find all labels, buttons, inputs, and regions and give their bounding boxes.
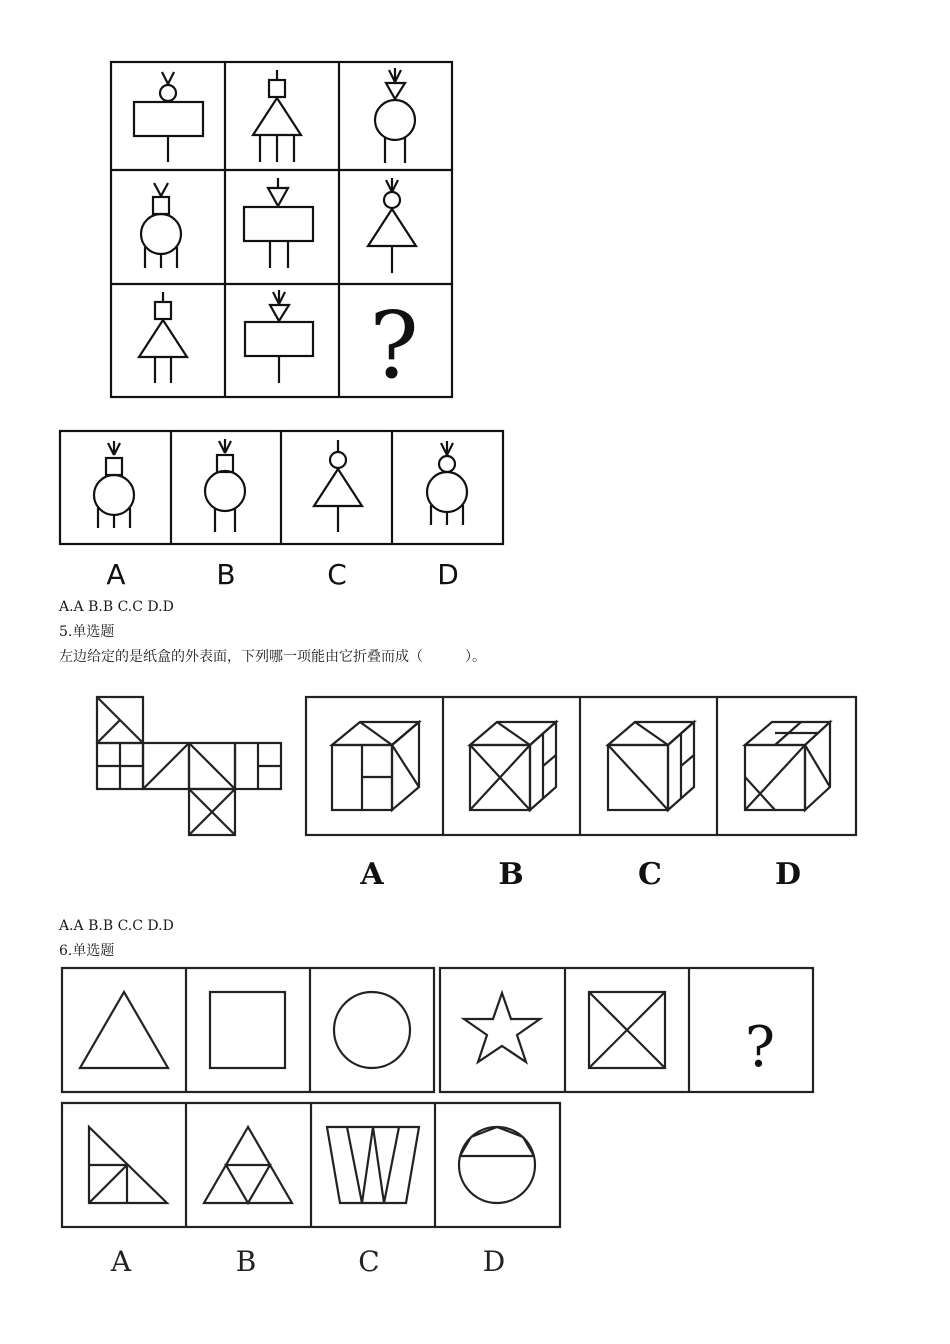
q4-cell-1-1 <box>134 72 203 162</box>
q5-option-c-cube <box>608 722 694 810</box>
q4-option-label-c: C <box>327 558 347 591</box>
q6-option-d-figure <box>459 1127 535 1203</box>
q6-option-label-c: C <box>358 1245 380 1278</box>
q6-crossed-square <box>589 992 665 1068</box>
q6-option-c-figure <box>327 1127 419 1203</box>
q6-star <box>464 993 540 1062</box>
q5-cube-net <box>97 697 281 835</box>
q5-option-label-a: A <box>360 857 384 892</box>
q4-cell-3-2 <box>245 290 313 383</box>
q4-cell-2-1 <box>141 183 181 268</box>
q5-option-label-b: B <box>498 857 524 892</box>
q4-cell-1-2 <box>253 70 301 162</box>
q6-option-a-figure <box>89 1127 167 1203</box>
q5-option-b-cube <box>470 722 556 810</box>
q4-option-d-figure <box>427 441 467 525</box>
q6-circle <box>334 992 410 1068</box>
q4-options <box>0 420 950 595</box>
q4-option-label-a: A <box>106 558 126 591</box>
q6-triangle <box>80 992 168 1068</box>
q5-header: 5.单选题 <box>59 624 115 640</box>
q6-question-mark: ? <box>744 1015 776 1080</box>
q4-cell-2-2 <box>244 178 313 268</box>
q6-option-label-b: B <box>235 1245 257 1278</box>
q4-option-label-d: D <box>437 558 459 591</box>
q5-option-label-d: D <box>774 857 802 892</box>
q4-answer-choices: A.A B.B C.C D.D <box>59 599 174 615</box>
q4-cell-2-3 <box>368 178 416 273</box>
q6-option-label-a: A <box>110 1245 132 1278</box>
q6-option-b-figure <box>204 1127 292 1203</box>
q4-option-label-b: B <box>216 558 236 591</box>
q6-figure <box>0 960 950 1290</box>
q4-option-c-figure <box>314 440 362 532</box>
q5-answer-choices: A.A B.B C.C D.D <box>59 918 174 934</box>
q5-option-a-cube <box>332 722 419 810</box>
q5-option-label-c: C <box>638 857 662 892</box>
q5-figure <box>0 680 950 910</box>
q6-square <box>210 992 285 1068</box>
q6-header: 6.单选题 <box>59 943 115 959</box>
q5-prompt: 左边给定的是纸盒的外表面，下列哪一项能由它折叠而成（ ）。 <box>59 649 486 665</box>
q4-cell-1-3 <box>375 68 415 163</box>
q4-figure-grid <box>0 0 950 420</box>
q4-grid-question-mark: ? <box>369 292 419 399</box>
q4-option-a-figure <box>94 441 134 528</box>
q6-option-label-d: D <box>482 1245 506 1278</box>
q4-option-b-figure <box>205 439 245 532</box>
q4-cell-3-1 <box>139 292 187 383</box>
q5-option-d-cube <box>745 722 830 810</box>
